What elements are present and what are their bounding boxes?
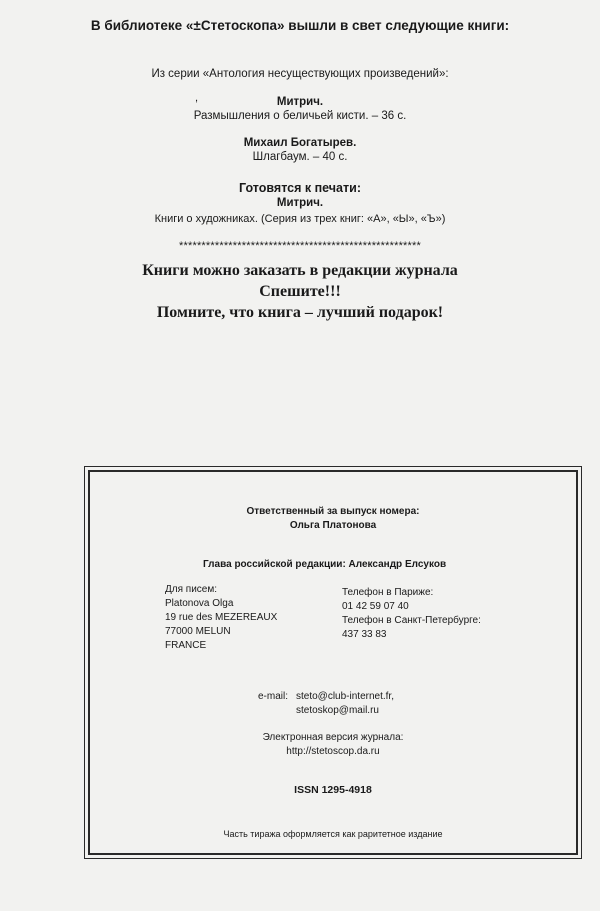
- order-line-3: Помните, что книга – лучший подарок!: [156, 304, 444, 321]
- mail-label: Для писем:: [165, 584, 218, 595]
- web-url[interactable]: http://stetoscop.da.ru: [286, 746, 380, 757]
- address-line-4: FRANCE: [165, 640, 207, 651]
- imprint-box: [88, 470, 578, 855]
- responsible-label: Ответственный за выпуск номера:: [246, 506, 420, 517]
- email-1[interactable]: steto@club-internet.fr,: [296, 691, 394, 702]
- rarity-note: Часть тиража оформляется как раритетное издание: [223, 829, 443, 839]
- phone-spb: 437 33 83: [342, 629, 387, 640]
- address-line-1: Platonova Olga: [165, 598, 234, 609]
- divider-stars: ******************************************************: [179, 240, 421, 252]
- issn: ISSN 1295-4918: [294, 784, 372, 796]
- series-title: Из серии «Антология несуществующих произведений»:: [151, 68, 449, 80]
- phone-paris: 01 42 59 07 40: [342, 601, 409, 612]
- address-line-2: 19 rue des MEZEREAUX: [165, 612, 278, 623]
- bullet-mark: ,: [195, 92, 199, 104]
- editor-line: Глава российской редакции: Александр Елсуков: [203, 559, 447, 570]
- order-line-1: Книги можно заказать в редакции журнала: [142, 262, 458, 279]
- book-2-title: Шлагбаум. – 40 с.: [252, 151, 348, 163]
- responsible-name: Ольга Платонова: [289, 520, 377, 531]
- book-2-author: Михаил Богатырев.: [243, 137, 357, 149]
- web-label: Электронная версия журнала:: [262, 732, 404, 743]
- order-line-2: Спешите!!!: [259, 283, 341, 300]
- address-line-3: 77000 MELUN: [165, 626, 231, 637]
- upcoming-heading: Готовятся к печати:: [239, 181, 361, 195]
- upcoming-author: Митрич.: [276, 197, 324, 209]
- phone-paris-label: Телефон в Париже:: [342, 587, 434, 598]
- email-label: e-mail:: [258, 691, 289, 702]
- email-2[interactable]: stetoskop@mail.ru: [296, 705, 379, 716]
- book-1-author: Митрич.: [276, 96, 324, 108]
- phone-spb-label: Телефон в Санкт-Петербурге:: [342, 615, 481, 626]
- upcoming-title: Книги о художниках. (Серия из трех книг: «А», «Ы», «Ъ»): [154, 213, 446, 225]
- book-1-title: Размышления о беличьей кисти. – 36 с.: [193, 110, 407, 122]
- library-headline: В библиотеке «±Стетоскопа» вышли в свет следующие книги:: [90, 18, 510, 33]
